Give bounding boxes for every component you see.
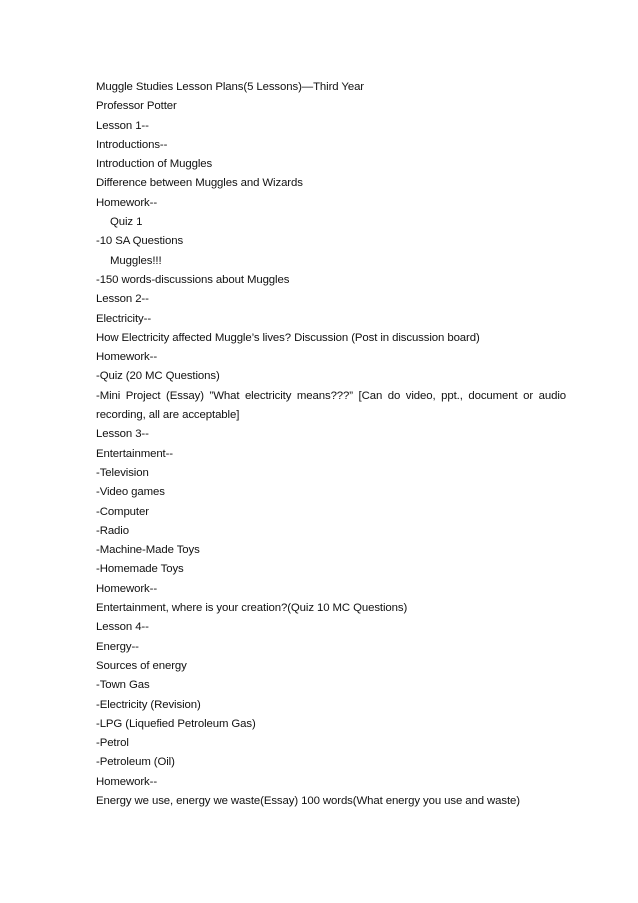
text-line: -Quiz (20 MC Questions) — [96, 370, 220, 383]
text-line: -Town Gas — [96, 679, 150, 692]
text-line: -Electricity (Revision) — [96, 698, 201, 711]
text-line: How Electricity affected Muggle’s lives? Discussion (Post in discussion board) — [96, 331, 480, 344]
text-line: Lesson 2-- — [96, 293, 149, 306]
text-line: -Petroleum (Oil) — [96, 756, 175, 769]
text-line: Muggle Studies Lesson Plans(5 Lessons)—Third Year — [96, 81, 364, 93]
text-line: -Mini Project (Essay) ”What electricity means???” [Can do video, ppt., document or audio recording, all are acceptable] — [96, 389, 566, 422]
text-line: -Machine-Made Toys — [96, 544, 200, 557]
text-line: Lesson 3-- — [96, 428, 149, 441]
text-line: -Petrol — [96, 737, 129, 750]
text-line: Muggles!!! — [110, 254, 162, 267]
text-line: Lesson 4-- — [96, 621, 149, 634]
text-line: -Radio — [96, 524, 129, 537]
text-line: Electricity-- — [96, 312, 152, 325]
text-line: Energy-- — [96, 640, 139, 653]
text-line: Entertainment, where is your creation?(Quiz 10 MC Questions) — [96, 602, 408, 615]
text-line: Sources of energy — [96, 659, 187, 672]
text-line: -10 SA Questions — [96, 235, 184, 248]
text-line: -Television — [96, 466, 149, 479]
text-line: Introductions-- — [96, 138, 168, 151]
text-line: Lesson 1-- — [96, 119, 149, 132]
text-line: Quiz 1 — [110, 216, 143, 229]
text-line: Energy we use, energy we waste(Essay) 100 words(What energy you use and waste) — [96, 794, 520, 807]
text-line: Entertainment-- — [96, 447, 173, 460]
text-line: Professor Potter — [96, 100, 177, 113]
text-line: Difference between Muggles and Wizards — [96, 177, 303, 190]
text-line: Introduction of Muggles — [96, 158, 213, 171]
text-line: Homework-- — [96, 582, 158, 595]
text-line: -Video games — [96, 486, 165, 499]
text-line: -LPG (Liquefied Petroleum Gas) — [96, 717, 256, 730]
text-line: -150 words-discussions about Muggles — [96, 273, 290, 286]
text-line: Homework-- — [96, 775, 158, 788]
text-line: Homework-- — [96, 351, 158, 364]
text-line: Homework-- — [96, 196, 158, 209]
text-line: -Computer — [96, 505, 149, 518]
text-line: -Homemade Toys — [96, 563, 184, 576]
document-body — [96, 78, 566, 811]
